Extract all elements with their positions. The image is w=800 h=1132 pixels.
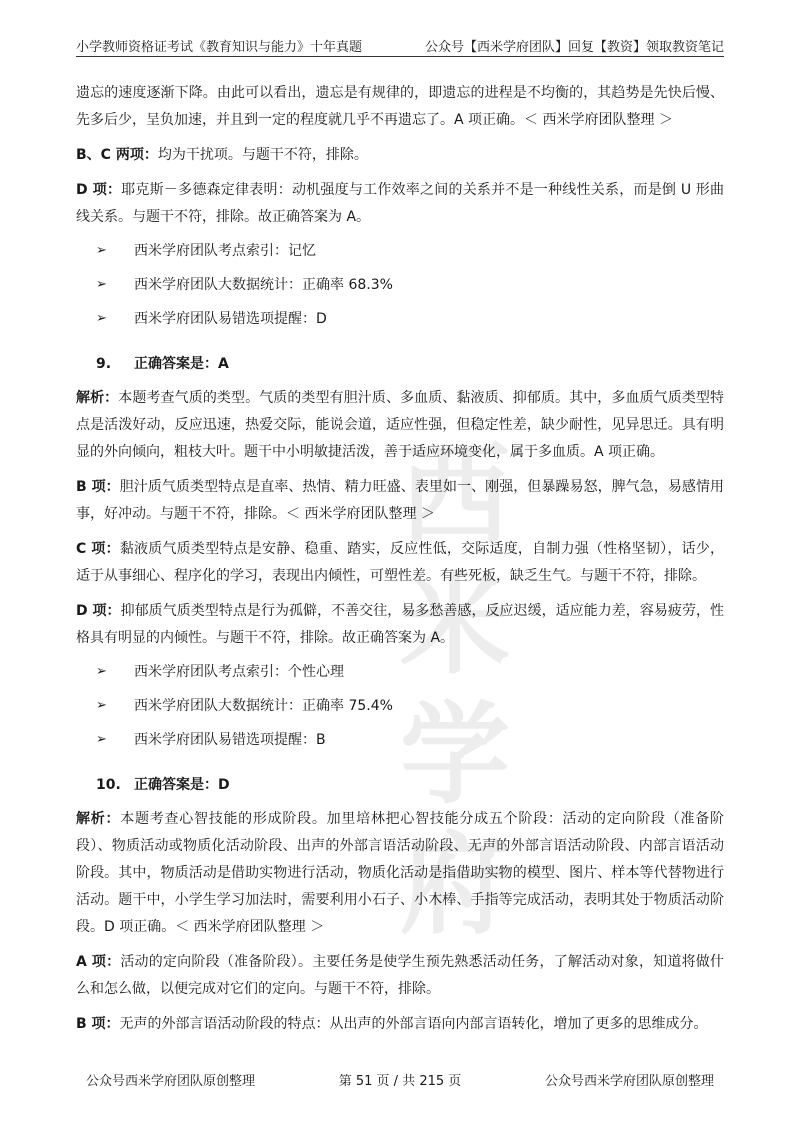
option-label: D 项： xyxy=(76,603,121,619)
analysis-text: 本题考查心智技能的形成阶段。加里培林把心智技能分成五个阶段：活动的定向阶段（准备阶段）、物质活动或物质化活动阶段、出声的外部言语活动阶段、无声的外部言语活动阶段、内部言语活动阶段。其中，物质活动是借助实物进行活动，物质化活动是指借助实物的模型、图片、样本等代替物进行活动。题干中，小学生学习加法时，需要利用小石子、小木棒、手指等完成活动，表明其处于物质活动阶段。D 项正确。＜ 西米学府团队整理 ＞ xyxy=(76,811,724,935)
bullet-item: ➢ 西米学府团队大数据统计：正确率 75.4% xyxy=(96,694,724,718)
option-label: A 项： xyxy=(76,954,121,970)
option-label: D 项： xyxy=(76,182,122,198)
option-text: 抑郁质气质类型特点是行为孤僻，不善交往，易多愁善感，反应迟缓，适应能力差，容易疲劳，性格具有明显的内倾性。与题干不符，排除。故正确答案为 A。 xyxy=(76,603,725,646)
arrow-icon: ➢ xyxy=(96,243,107,258)
paragraph xyxy=(76,598,724,652)
paragraph xyxy=(76,536,724,590)
option-text: 活动的定向阶段（准备阶段）。主要任务是使学生预先熟悉活动任务，了解活动对象，知道将做什么和怎么做，以便完成对它们的定向。与题干不符，排除。 xyxy=(76,954,724,997)
bullet-item: ➢ 西米学府团队易错选项提醒：D xyxy=(96,307,724,331)
bullet-item: ➢ 西米学府团队考点索引：个性心理 xyxy=(96,660,724,684)
option-text: 无声的外部言语活动阶段的特点：从出声的外部言语向内部言语转化，增加了更多的思维成分。 xyxy=(119,1016,708,1032)
header-promo: 公众号【西米学府团队】回复【教资】领取教资笔记 xyxy=(424,40,724,55)
document-body xyxy=(76,80,724,1046)
bullet-item: ➢ 西米学府团队考点索引：记忆 xyxy=(96,239,724,263)
option-label: B 项： xyxy=(76,1016,120,1032)
arrow-icon: ➢ xyxy=(96,311,107,326)
analysis-label: 解析： xyxy=(76,390,119,406)
question-number: 10. xyxy=(96,777,121,793)
analysis-label: 解析： xyxy=(76,811,121,827)
page-number: 第 51 页 / 共 215 页 xyxy=(338,1074,462,1089)
analysis-text: 本题考查气质的类型。气质的类型有胆汁质、多血质、黏液质、抑郁质。其中，多血质气质类型特点是活泼好动，反应迅速，热爱交际，能说会道，适应性强，但稳定性差，缺少耐性，见异思迁。具有明显的外向倾向，粗枝大叶。题干中小明敏捷活泼，善于适应环境变化，属于多血质。A 项正确。 xyxy=(76,390,725,460)
option-text: 均为干扰项。与题干不符，排除。 xyxy=(157,147,368,163)
question-answer: 正确答案是：D xyxy=(134,777,230,793)
paragraph xyxy=(76,177,724,231)
question-number: 9. xyxy=(96,356,112,372)
page-footer xyxy=(76,1070,724,1092)
page-header xyxy=(76,34,724,57)
question-heading xyxy=(96,774,724,796)
footer-left: 公众号西米学府团队原创整理 xyxy=(86,1074,256,1089)
header-title: 小学教师资格证考试《教育知识与能力》十年真题 xyxy=(76,40,363,55)
arrow-icon: ➢ xyxy=(96,698,107,713)
paragraph xyxy=(76,474,724,528)
paragraph xyxy=(76,385,724,466)
paragraph xyxy=(76,142,724,169)
paragraph xyxy=(76,806,724,941)
question-heading xyxy=(96,353,724,375)
option-text: 耶克斯－多德森定律表明：动机强度与工作效率之间的关系并不是一种线性关系，而是倒 U 形曲线关系。与题干不符，排除。故正确答案为 A。 xyxy=(76,182,724,225)
arrow-icon: ➢ xyxy=(96,277,107,292)
bullet-item: ➢ 西米学府团队大数据统计：正确率 68.3% xyxy=(96,273,724,297)
question-answer: 正确答案是：A xyxy=(134,356,229,372)
option-text: 黏液质气质类型特点是安静、稳重、踏实，反应性低，交际适度，自制力强（性格坚韧），话少，适于从事细心、程序化的学习，表现出内倾性，可塑性差。有些死板，缺乏生气。与题干不符，排除。 xyxy=(76,541,724,584)
paragraph xyxy=(76,949,724,1003)
paragraph xyxy=(76,1011,724,1038)
option-label: B 项： xyxy=(76,479,120,495)
bullet-item: ➢ 西米学府团队易错选项提醒：B xyxy=(96,728,724,752)
option-label: C 项： xyxy=(76,541,120,557)
arrow-icon: ➢ xyxy=(96,732,107,747)
option-text: 胆汁质气质类型特点是直率、热情、精力旺盛、表里如一、刚强，但暴躁易怒，脾气急，易感情用事，好冲动。与题干不符，排除。＜ 西米学府团队整理 ＞ xyxy=(76,479,725,522)
watermark: 西米学府 xyxy=(400,431,510,949)
paragraph: 遗忘的速度逐渐下降。由此可以看出，遗忘是有规律的，即遗忘的进程是不均衡的，其趋势是先快后慢、先多后少，呈负加速，并且到一定的程度就几乎不再遗忘了。A 项正确。＜ 西米学府团队整理 ＞ xyxy=(76,85,724,128)
arrow-icon: ➢ xyxy=(96,664,107,679)
footer-right: 公众号西米学府团队原创整理 xyxy=(544,1074,714,1089)
option-label: B、C 两项： xyxy=(76,147,158,163)
